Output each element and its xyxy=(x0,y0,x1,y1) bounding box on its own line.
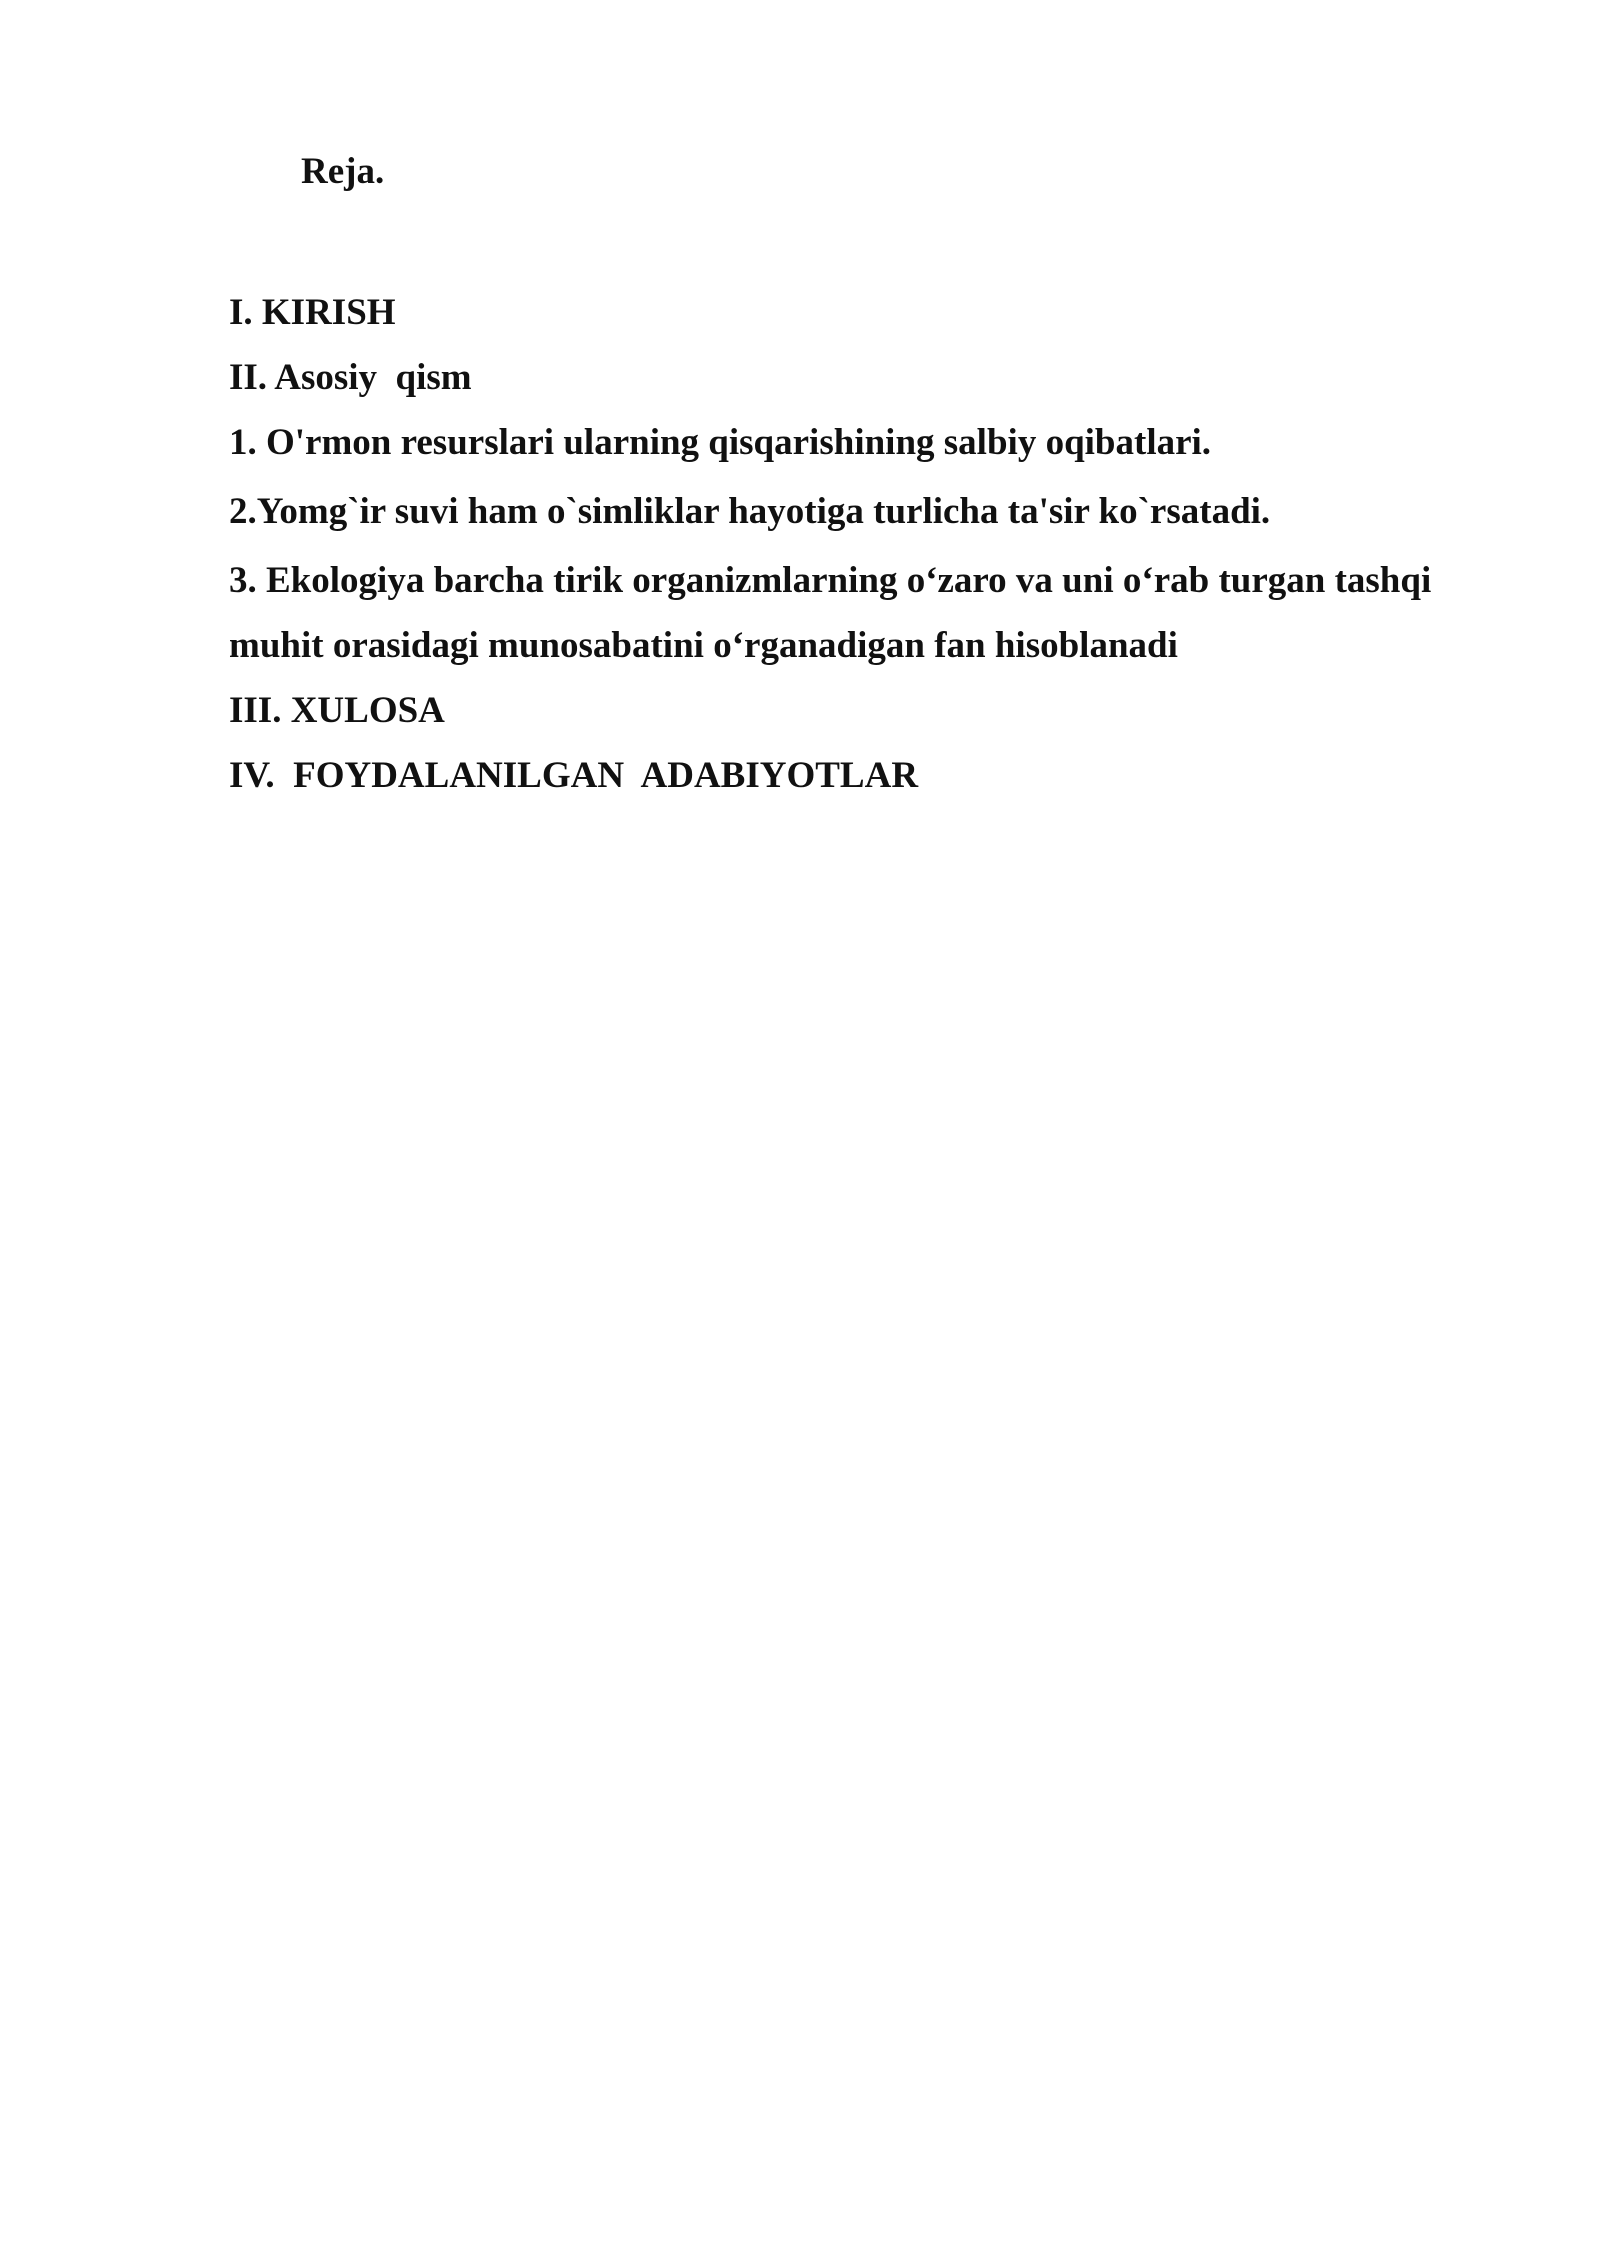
toc-item-ecology: 3. Ekologiya barcha tirik organizmlarning o‘zaro va uni o‘rab turgan tashqi muhit orasidagi munosabatini o‘rganadigan fan hisoblanadi xyxy=(229,560,1432,666)
plan-title: Reja. xyxy=(301,151,385,192)
table-of-contents xyxy=(229,280,1469,808)
toc-item-main-part: II. Asosiy qism xyxy=(229,357,472,398)
toc-item-introduction: I. KIRISH xyxy=(229,292,396,333)
toc-item-forest-resources: 1. O'rmon resurslari ularning qisqarishining salbiy oqibatlari. xyxy=(229,422,1212,463)
toc-item-references: IV. FOYDALANILGAN ADABIYOTLAR xyxy=(229,755,919,796)
toc-item-conclusion: III. XULOSA xyxy=(229,690,445,731)
toc-item-rain-water: 2.Yomg`ir suvi ham o`simliklar hayotiga turlicha ta'sir ko`rsatadi. xyxy=(229,491,1271,532)
